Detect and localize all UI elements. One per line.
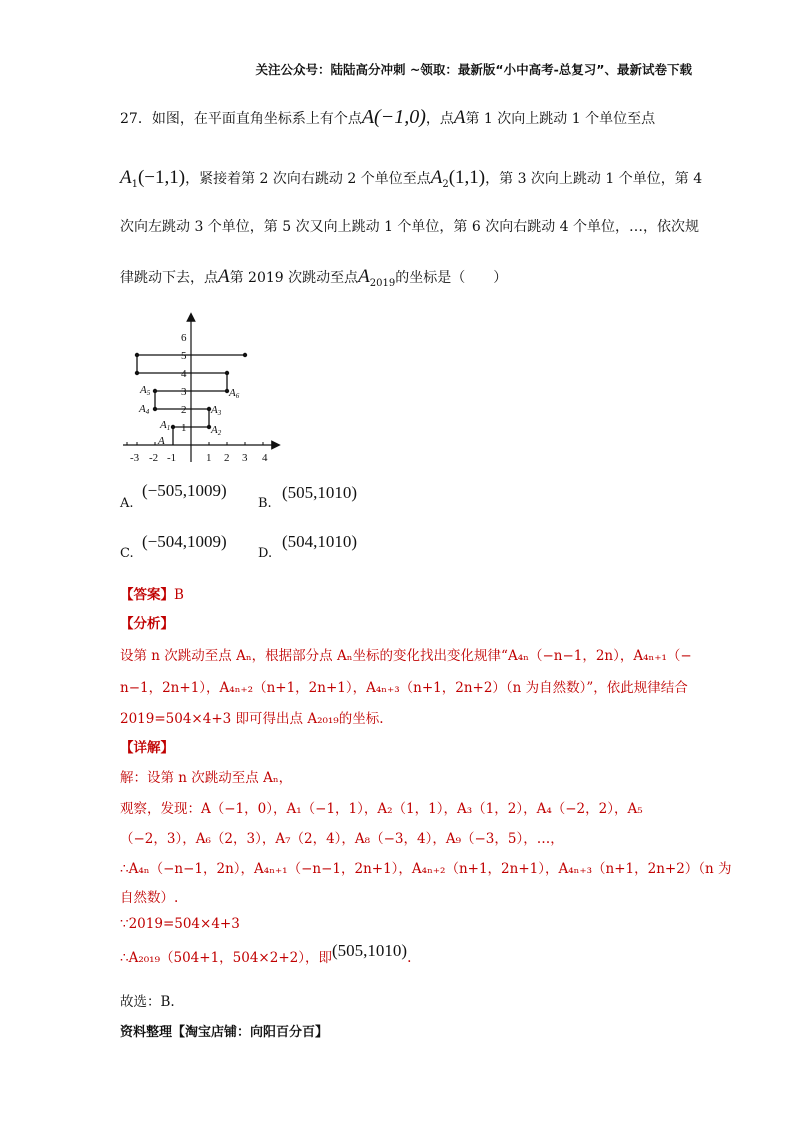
detail-heading: 【详解】 [120, 740, 174, 756]
point-label: A [158, 435, 165, 447]
analysis-line-2: n−1，2n+1），A₄ₙ₊₂（n+1，2n+1），A₄ₙ₊₃（n+1，2n+2）（n 为自然数）”，依此规律结合 [120, 680, 688, 696]
y-tick: 6 [181, 332, 187, 344]
point-label: A2 [211, 424, 222, 437]
x-tick: -3 [130, 452, 140, 464]
option-c-value: (−504,1009) [142, 532, 227, 551]
option-b-value: (505,1010) [282, 483, 358, 502]
option-d-value: (504,1010) [282, 532, 358, 551]
analysis-line-1: 设第 n 次跳动至点 Aₙ，根据部分点 Aₙ坐标的变化找出变化规律“A₄ₙ（−n−1，2n），A₄ₙ₊₁（− [120, 648, 692, 664]
point-label: A1 [160, 419, 171, 432]
x-tick: 1 [206, 452, 212, 464]
answer-section: 【答案】B [120, 587, 184, 603]
analysis-heading: 【分析】 [120, 616, 174, 632]
point-a: A(−1,0) [361, 106, 426, 128]
question-line-3: 次向左跳动 3 个单位，第 5 次又向上跳动 1 个单位，第 6 次向右跳动 4 个单位，…，依次规 [120, 219, 700, 235]
page-footer: 资料整理【淘宝店铺：向阳百分百】 [120, 1025, 329, 1040]
option-a-value: (−505,1009) [142, 481, 227, 500]
y-tick: 5 [181, 350, 187, 362]
detail-line-1: 解：设第 n 次跳动至点 Aₙ， [120, 770, 293, 786]
y-tick: 2 [181, 404, 187, 416]
coordinate-figure [118, 312, 288, 472]
y-tick: 3 [181, 386, 187, 398]
question-line-1: 27．如图，在平面直角坐标系上有个点A(−1,0)，点A第 1 次向上跳动 1 个单位至点 [120, 106, 656, 128]
y-tick: 1 [181, 422, 187, 434]
x-tick: -1 [167, 452, 177, 464]
detail-line-2: 观察，发现：A（−1，0），A₁（−1，1），A₂（1，1），A₃（1，2），A₄（−2，2），A₅ [120, 801, 643, 817]
question-line-2: $A_1(-1,1)$，紧接着第 2 次向右跳动 2 个单位至点$A_2(1,1)$，第 3 次向上跳动 1 个单位，第 4 [120, 167, 703, 190]
detail-line-5: 自然数）. [120, 890, 179, 906]
x-tick: 4 [262, 452, 268, 464]
x-tick: 2 [224, 452, 230, 464]
detail-line-4: ∴A₄ₙ（−n−1，2n），A₄ₙ₊₁（−n−1，2n+1），A₄ₙ₊₂（n+1，2n+1），A₄ₙ₊₃（n+1，2n+2）（n 为 [120, 861, 732, 877]
analysis-line-3: 2019=504×4+3 即可得出点 A₂₀₁₉的坐标. [120, 711, 384, 727]
detail-line-6: ∵2019=504×4+3 [120, 916, 240, 932]
option-c[interactable]: C. [120, 546, 134, 561]
option-b[interactable]: B. [258, 496, 272, 511]
point-label: A4 [139, 403, 150, 416]
detail-line-3: （−2，3），A₆（2，3），A₇（2，4），A₈（−3，4），A₉（−3，5），…， [120, 831, 564, 847]
point-label: A5 [140, 384, 151, 397]
question-text: 27．如图，在平面直角坐标系上有个点 [120, 111, 362, 127]
y-tick: 4 [181, 368, 187, 380]
detail-line-8: 故选：B. [120, 994, 175, 1010]
question-line-4: 律跳动下去，点A第 2019 次跳动至点$A_{2019}$的坐标是（ ） [120, 266, 508, 289]
page-header: 关注公众号：陆陆高分冲刺 ~领取：最新版“小中高考-总复习”、最新试卷下载 [255, 62, 692, 77]
x-tick: 3 [242, 452, 248, 464]
option-d[interactable]: D. [258, 546, 273, 561]
point-label: A3 [211, 404, 222, 417]
option-a[interactable]: A. [120, 496, 134, 511]
detail-line-7: ∴A₂₀₁₉（504+1，504×2+2），即(505,1010). [120, 941, 412, 966]
x-tick: -2 [149, 452, 159, 464]
point-label: A6 [229, 387, 240, 400]
